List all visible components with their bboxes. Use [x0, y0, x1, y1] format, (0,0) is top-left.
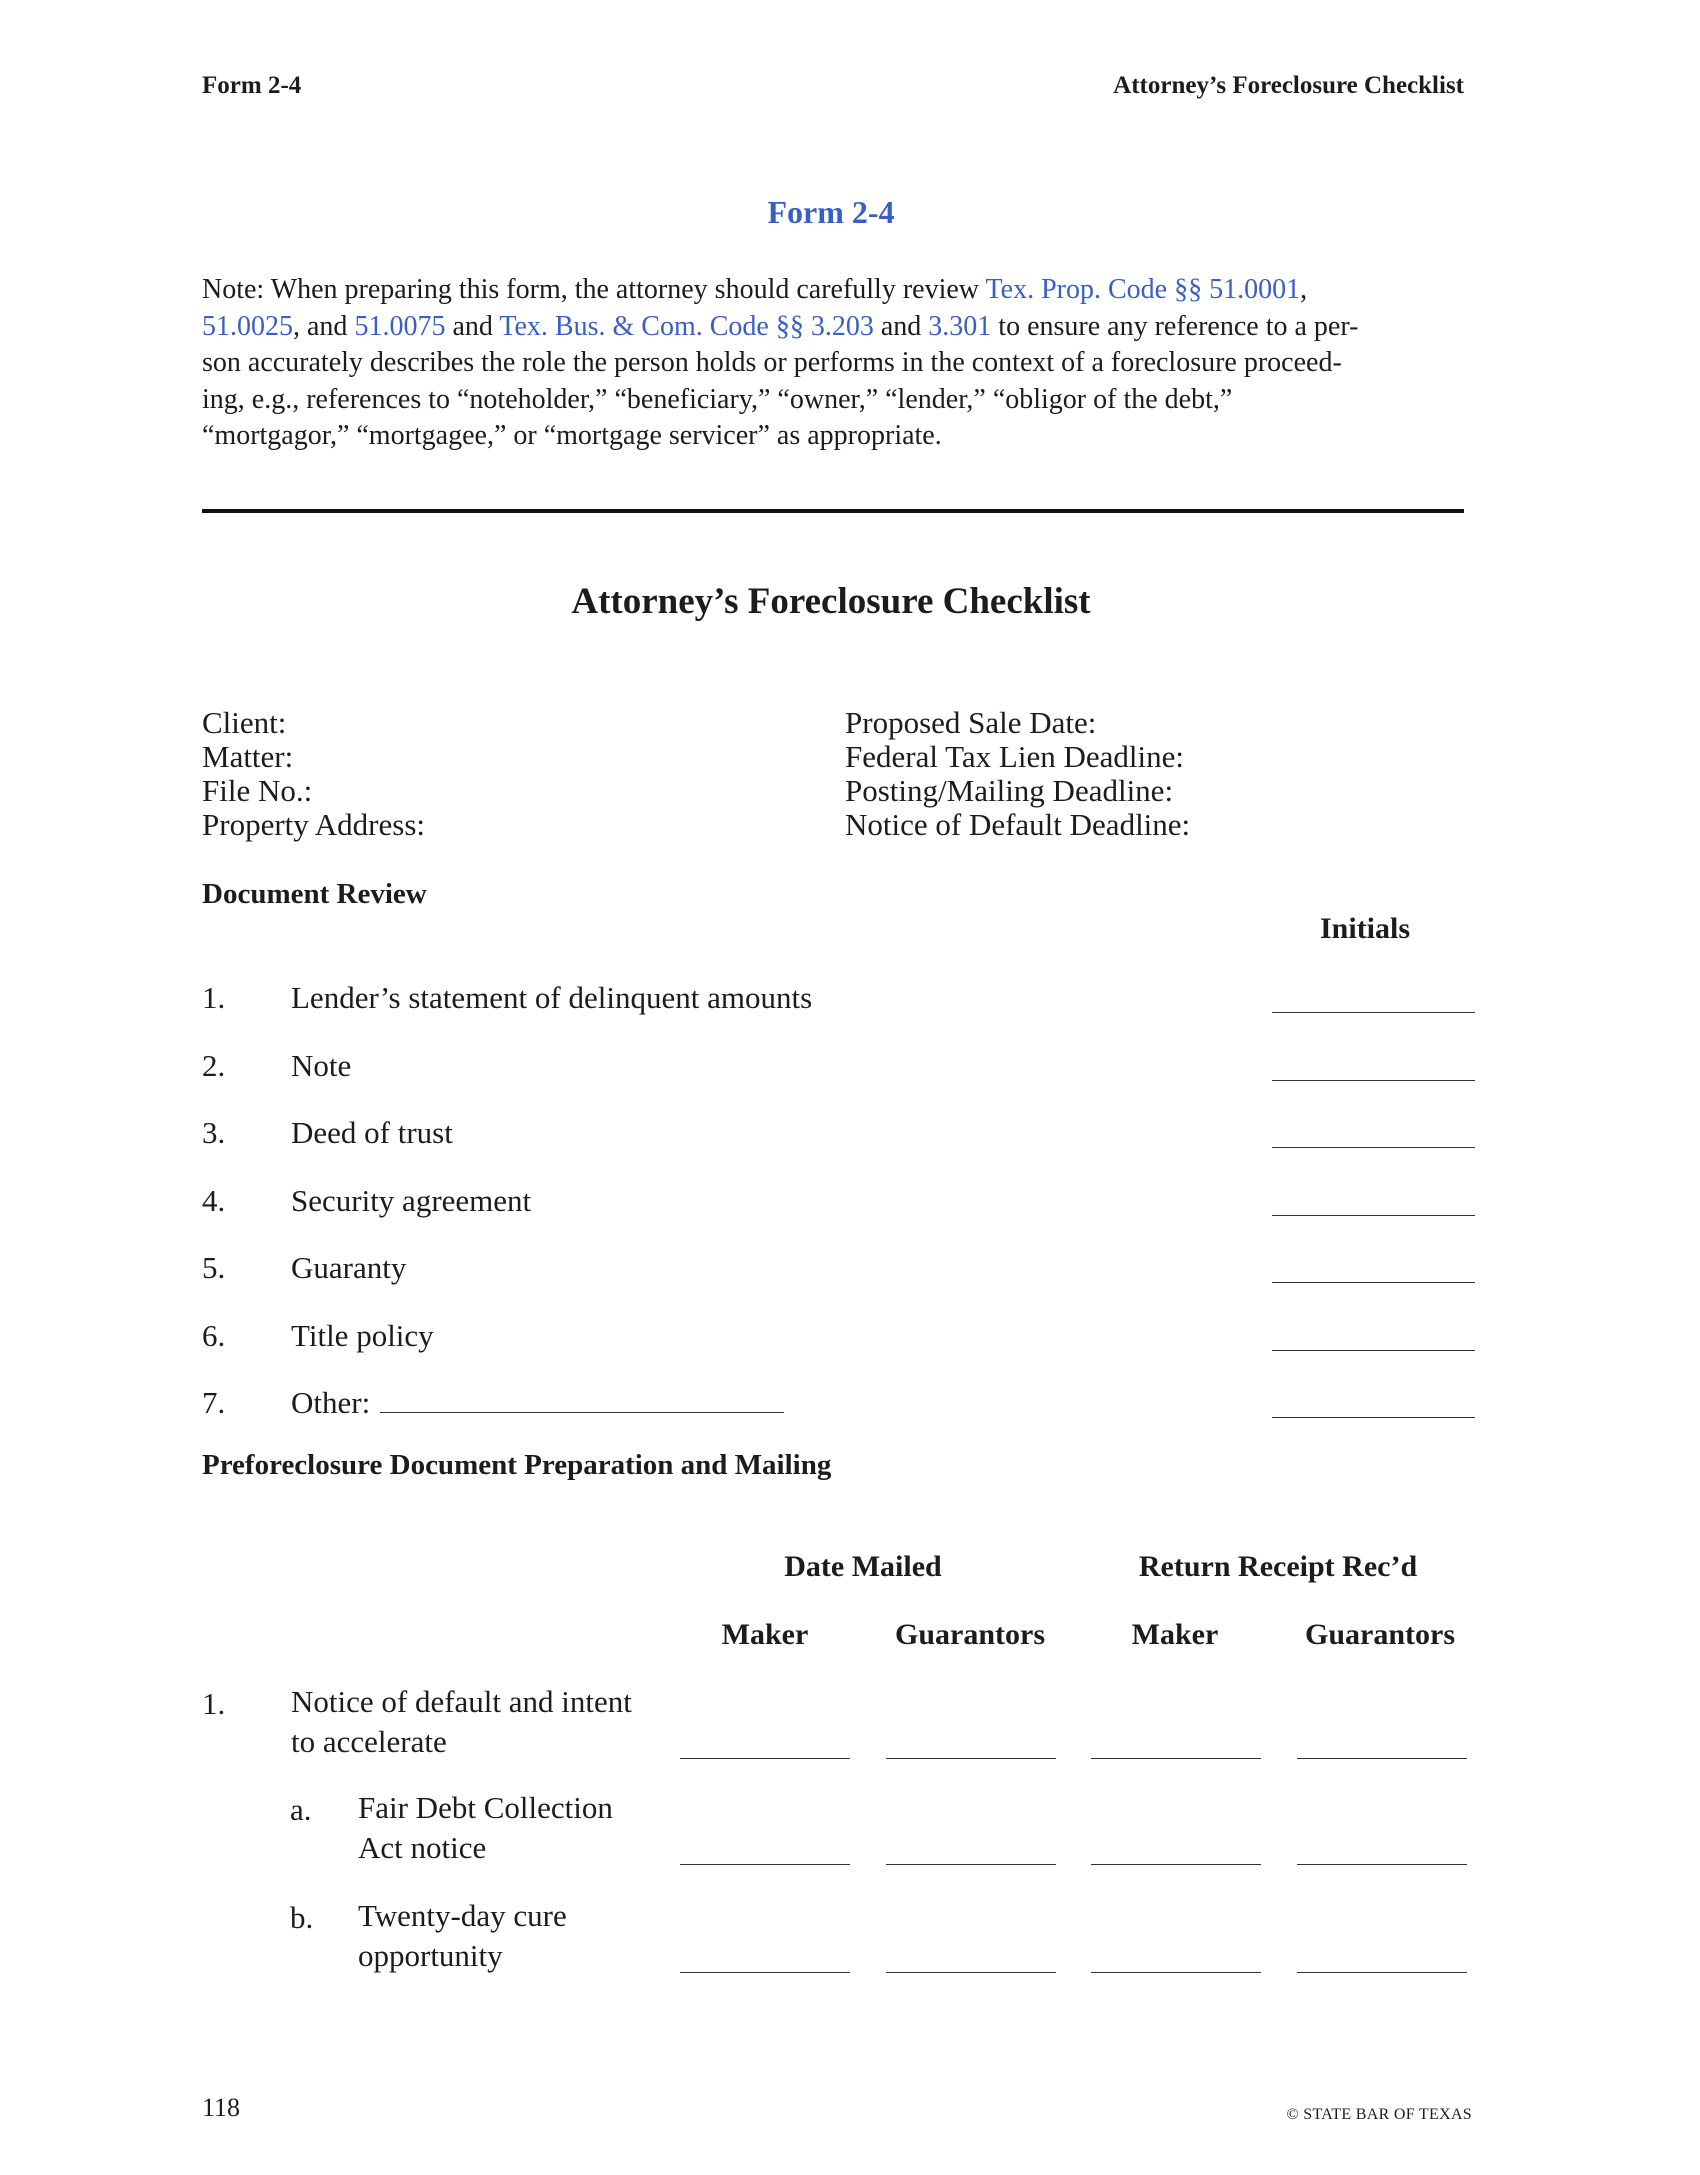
note-text: to ensure any reference to a per-	[991, 310, 1359, 342]
form-title: Form 2-4	[767, 194, 895, 230]
receipt-maker-input[interactable]	[1091, 1972, 1261, 1973]
note-line-1	[202, 272, 1464, 309]
initials-input[interactable]	[1272, 1282, 1475, 1283]
initials-input[interactable]	[1272, 1350, 1475, 1351]
field-proposed-sale-date: Proposed Sale Date:	[845, 705, 1097, 740]
row-label-line: opportunity	[358, 1938, 503, 1973]
col-date-mailed-guarantors: Guarantors	[895, 1618, 1045, 1651]
date-mailed-guarantors-input[interactable]	[886, 1864, 1056, 1865]
link-tex-prop-code[interactable]: Tex. Prop. Code §§ 51.0001	[985, 274, 1301, 305]
item-number: 3.	[202, 1115, 226, 1150]
running-header-right: Attorney’s Foreclosure Checklist	[1113, 72, 1464, 99]
link-tex-bus-com-code[interactable]: Tex. Bus. & Com. Code §§ 3.203	[499, 310, 874, 342]
item-label: Note	[291, 1048, 352, 1083]
other-label: Other:	[291, 1385, 371, 1420]
row-label-line: Fair Debt Collection	[358, 1790, 613, 1825]
row-label-line: Twenty-day cure	[358, 1898, 567, 1933]
col-receipt-guarantors: Guarantors	[1305, 1618, 1455, 1651]
receipt-maker-input[interactable]	[1091, 1758, 1261, 1759]
link-51-0075[interactable]: 51.0075	[354, 310, 446, 342]
item-label: Deed of trust	[291, 1115, 453, 1150]
field-property-address: Property Address:	[202, 807, 426, 842]
other-description-input[interactable]	[380, 1386, 784, 1413]
field-posting-mailing-deadline: Posting/Mailing Deadline:	[845, 773, 1174, 808]
item-number: 2.	[202, 1048, 226, 1083]
section-divider	[202, 509, 1464, 513]
initials-input[interactable]	[1272, 1012, 1475, 1013]
item-number: 6.	[202, 1318, 226, 1353]
initials-input[interactable]	[1272, 1080, 1475, 1081]
document-review-heading: Document Review	[202, 878, 427, 910]
item-label: Title policy	[291, 1318, 434, 1353]
note-line-4: ing, e.g., references to “noteholder,” “beneficiary,” “owner,” “lender,” “obligor of the debt,”	[202, 383, 1233, 415]
note-text: , and	[293, 310, 355, 342]
date-mailed-maker-input[interactable]	[680, 1864, 850, 1865]
row-label	[358, 1896, 567, 1976]
date-mailed-guarantors-input[interactable]	[886, 1758, 1056, 1759]
note-text: and	[873, 310, 929, 342]
field-federal-tax-lien-deadline: Federal Tax Lien Deadline:	[845, 739, 1184, 774]
receipt-guarantors-input[interactable]	[1297, 1972, 1467, 1973]
row-label	[291, 1682, 632, 1762]
link-51-0025[interactable]: 51.0025	[202, 310, 293, 342]
note-text: Note: When preparing this form, the attorney should carefully review	[202, 274, 986, 305]
copyright-notice: © STATE BAR OF TEXAS	[1286, 2106, 1472, 2123]
item-label: Security agreement	[291, 1183, 532, 1218]
row-letter: b.	[290, 1900, 314, 1935]
note-text: ,	[1300, 274, 1308, 305]
field-matter: Matter:	[202, 739, 294, 774]
date-mailed-group-label: Date Mailed	[784, 1550, 942, 1583]
col-receipt-maker: Maker	[1131, 1618, 1219, 1651]
initials-input[interactable]	[1272, 1215, 1475, 1216]
date-mailed-maker-input[interactable]	[680, 1972, 850, 1973]
row-label	[358, 1788, 613, 1868]
initials-column-label: Initials	[1320, 912, 1411, 945]
return-receipt-group-label: Return Receipt Rec’d	[1138, 1550, 1418, 1583]
preforeclosure-heading: Preforeclosure Document Preparation and Mailing	[202, 1449, 832, 1481]
receipt-guarantors-input[interactable]	[1297, 1758, 1467, 1759]
row-label-line: Act notice	[358, 1830, 487, 1865]
item-label-other	[291, 1385, 784, 1421]
item-label: Lender’s statement of delinquent amounts	[291, 980, 813, 1015]
row-label-line: to accelerate	[291, 1724, 447, 1759]
note-text: and	[445, 310, 500, 342]
initials-input[interactable]	[1272, 1417, 1475, 1418]
receipt-maker-input[interactable]	[1091, 1864, 1261, 1865]
date-mailed-maker-input[interactable]	[680, 1758, 850, 1759]
link-3-301[interactable]: 3.301	[928, 310, 992, 342]
checklist-title: Attorney’s Foreclosure Checklist	[571, 581, 1091, 622]
item-number: 5.	[202, 1250, 226, 1285]
field-file-no: File No.:	[202, 773, 313, 808]
note-line-5: “mortgagor,” “mortgagee,” or “mortgage servicer” as appropriate.	[202, 420, 942, 451]
row-label-line: Notice of default and intent	[291, 1684, 632, 1719]
col-date-mailed-maker: Maker	[721, 1618, 809, 1651]
receipt-guarantors-input[interactable]	[1297, 1864, 1467, 1865]
item-number: 7.	[202, 1385, 226, 1420]
item-number: 4.	[202, 1183, 226, 1218]
field-client: Client:	[202, 705, 287, 740]
item-number: 1.	[202, 980, 226, 1015]
item-label: Guaranty	[291, 1250, 407, 1285]
date-mailed-guarantors-input[interactable]	[886, 1972, 1056, 1973]
note-paragraph	[202, 272, 1464, 455]
row-letter: a.	[290, 1792, 312, 1827]
running-header-left: Form 2-4	[202, 72, 302, 99]
field-notice-of-default-deadline: Notice of Default Deadline:	[845, 807, 1191, 842]
initials-input[interactable]	[1272, 1147, 1475, 1148]
note-line-3: son accurately describes the role the person holds or performs in the context of a foreclosure proceed-	[202, 347, 1342, 378]
row-number: 1.	[202, 1686, 226, 1721]
note-line-2	[202, 309, 1464, 346]
page-number: 118	[202, 2093, 241, 2122]
